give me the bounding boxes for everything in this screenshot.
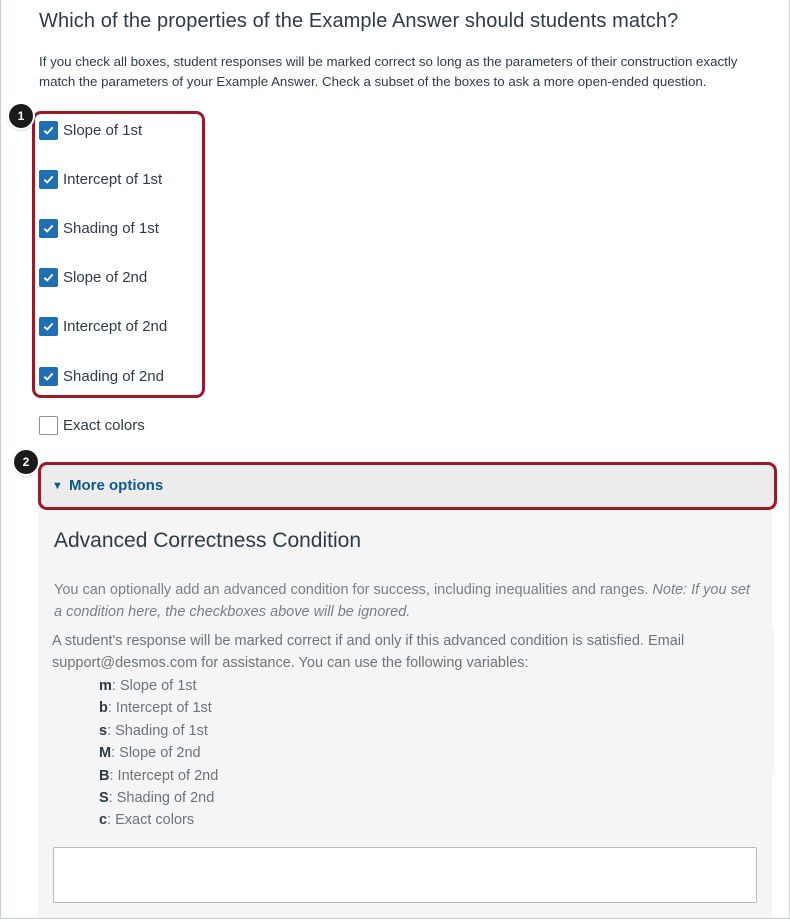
- variable-key: B: [99, 767, 110, 784]
- more-options-label: More options: [69, 477, 164, 494]
- variable-desc: : Intercept of 2nd: [109, 767, 219, 784]
- checkbox-shading-2nd[interactable]: [39, 365, 164, 387]
- variable-desc: : Slope of 2nd: [111, 745, 201, 762]
- checkbox-intercept-1st[interactable]: [39, 168, 162, 190]
- description-note: Note: If you set a condition here, the checkboxes above will be ignored.: [54, 582, 750, 620]
- checkbox-checked-icon[interactable]: [39, 121, 58, 140]
- help-text: If you check all boxes, student responses will be marked correct so long as the parameters of their construction exactly match the parameters of your Example Answer. Check a subset of the boxes to ask a more open-ended question.: [39, 54, 738, 89]
- checkbox-checked-icon[interactable]: [39, 170, 58, 189]
- variable-item: [99, 675, 218, 697]
- variable-item: [99, 787, 218, 809]
- checkbox-intercept-2nd[interactable]: [39, 315, 167, 337]
- checkbox-slope-1st[interactable]: [39, 119, 142, 141]
- variable-desc: : Exact colors: [107, 812, 195, 829]
- checkbox-label: Slope of 2nd: [63, 268, 148, 286]
- advanced-condition-title: Advanced Correctness Condition: [54, 529, 362, 552]
- checkbox-slope-2nd[interactable]: [39, 266, 147, 288]
- variable-item: [99, 765, 218, 787]
- checkbox-exact-colors[interactable]: [39, 414, 145, 436]
- advanced-condition-instructions: A student's response will be marked correct if and only if this advanced condition is satisfied. Email support@desmos.com for assistance. You can use the following variables:: [52, 633, 685, 671]
- more-options-toggle[interactable]: [38, 463, 776, 509]
- variable-key: b: [99, 700, 108, 717]
- checkbox-checked-icon[interactable]: [39, 268, 58, 287]
- checkbox-label: Intercept of 2nd: [63, 317, 168, 335]
- checkbox-checked-icon[interactable]: [39, 317, 58, 336]
- checkbox-label: Shading of 1st: [63, 219, 159, 237]
- checkbox-checked-icon[interactable]: [39, 367, 58, 386]
- variable-item: [99, 720, 218, 742]
- variable-key: S: [99, 790, 109, 807]
- variable-key: s: [99, 722, 108, 739]
- variable-desc: : Shading of 1st: [107, 722, 208, 739]
- variable-desc: : Intercept of 1st: [107, 700, 212, 717]
- callout-badge: 2: [14, 450, 38, 474]
- callout-badge: 1: [9, 104, 33, 128]
- variable-item: [99, 809, 218, 831]
- variable-list: [99, 675, 218, 832]
- checkbox-unchecked-icon[interactable]: [39, 416, 58, 435]
- checkbox-label: Intercept of 1st: [63, 170, 163, 188]
- checkbox-label: Shading of 2nd: [63, 367, 164, 385]
- checkbox-shading-1st[interactable]: [39, 217, 159, 239]
- variable-desc: : Shading of 2nd: [108, 790, 215, 807]
- variable-desc: : Slope of 1st: [111, 678, 197, 694]
- variable-key: M: [99, 745, 112, 762]
- description-text: You can optionally add an advanced condition for success, including inequalities and ranges.: [54, 582, 653, 598]
- variable-key: m: [99, 678, 112, 694]
- checkbox-checked-icon[interactable]: [39, 219, 58, 238]
- checkbox-label: Exact colors: [63, 416, 145, 434]
- checkbox-label: Slope of 1st: [63, 121, 143, 139]
- variable-item: [99, 697, 218, 719]
- triangle-down-icon: ▼: [52, 480, 63, 492]
- question-title: Which of the properties of the Example Answer should students match?: [39, 10, 679, 32]
- variable-key: c: [99, 812, 108, 829]
- advanced-condition-description: [54, 579, 754, 623]
- variable-item: [99, 742, 218, 764]
- advanced-condition-input[interactable]: [53, 847, 757, 903]
